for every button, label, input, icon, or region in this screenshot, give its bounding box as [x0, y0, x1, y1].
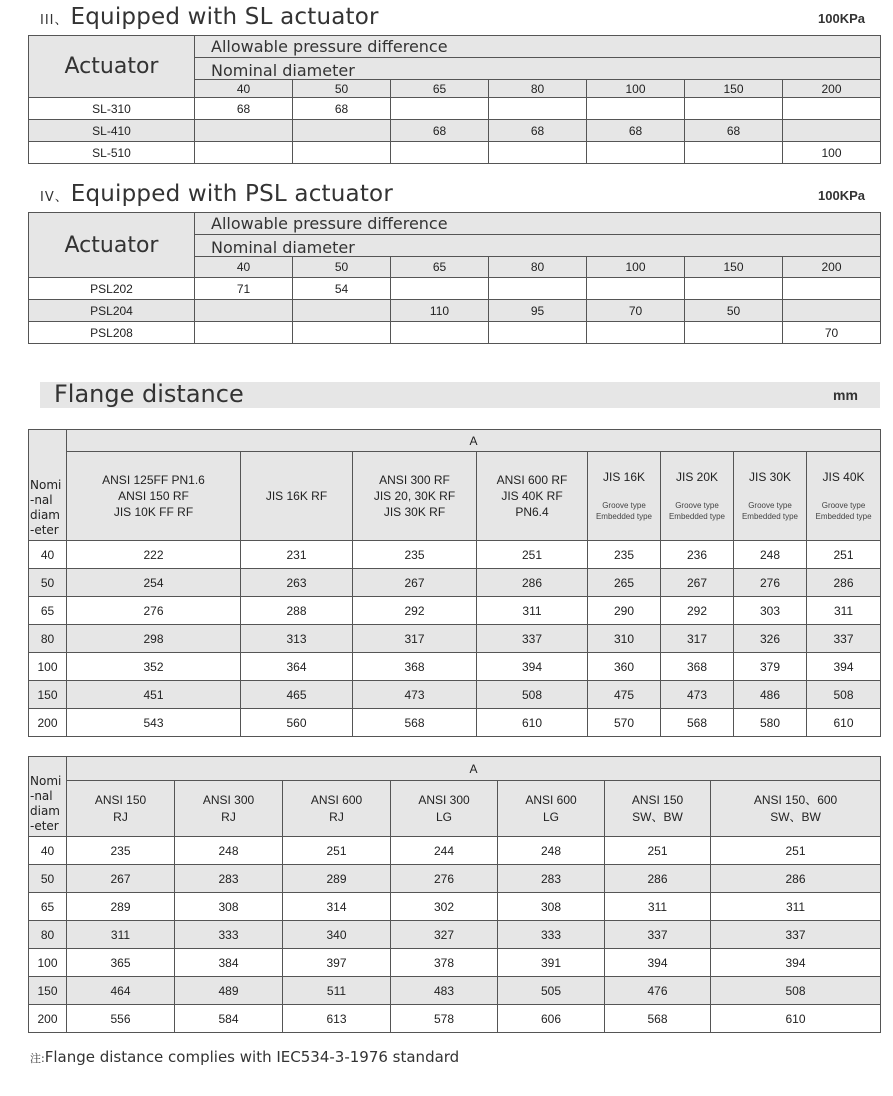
cell: 368	[353, 653, 477, 681]
psl-dn: 40	[195, 257, 293, 278]
cell: 397	[283, 949, 391, 977]
header-line: RJ	[221, 809, 236, 824]
column-header	[67, 452, 241, 541]
nominal-diameter-header	[29, 430, 67, 541]
sl-dn: 50	[293, 80, 391, 98]
cell	[587, 142, 685, 164]
psl-row-name: PSL204	[29, 300, 195, 322]
nominal-diameter-cell: 150	[29, 681, 67, 709]
psl-table	[28, 212, 881, 344]
table-row	[29, 142, 881, 164]
table-row	[29, 278, 881, 300]
header-line: JIS 10K FF RF	[113, 505, 194, 519]
cell: 235	[353, 541, 477, 569]
nominal-label-line: Nomi	[30, 478, 62, 492]
cell	[783, 98, 881, 120]
cell: 289	[283, 865, 391, 893]
cell: 508	[711, 977, 881, 1005]
cell: 568	[605, 1005, 711, 1033]
cell: 68	[293, 98, 391, 120]
cell	[293, 322, 391, 344]
cell: 263	[241, 569, 353, 597]
header-line: ANSI 150、600	[753, 792, 838, 807]
header-line: JIS 20, 30K RF	[373, 489, 456, 503]
cell	[195, 300, 293, 322]
cell: 584	[175, 1005, 283, 1033]
column-header	[241, 452, 353, 541]
column-header	[477, 452, 588, 541]
column-header	[391, 781, 498, 837]
table-row	[29, 893, 881, 921]
psl-pressure-label: Allowable pressure difference	[195, 213, 881, 235]
cell: 483	[391, 977, 498, 1005]
nominal-diameter-cell: 100	[29, 653, 67, 681]
cell: 251	[711, 837, 881, 865]
cell	[195, 322, 293, 344]
table-row	[29, 921, 881, 949]
header-line: RJ	[329, 809, 344, 824]
cell: 352	[67, 653, 241, 681]
cell: 276	[67, 597, 241, 625]
sl-section-roman: III、	[40, 13, 69, 28]
psl-dn: 150	[685, 257, 783, 278]
nominal-diameter-cell: 100	[29, 949, 67, 977]
cell	[391, 278, 489, 300]
psl-dn: 100	[587, 257, 685, 278]
cell: 248	[175, 837, 283, 865]
header-line: JIS 40K RF	[501, 489, 563, 503]
cell: 473	[353, 681, 477, 709]
cell: 308	[175, 893, 283, 921]
cell: 286	[605, 865, 711, 893]
cell: 222	[67, 541, 241, 569]
psl-dn: 65	[391, 257, 489, 278]
cell: 365	[67, 949, 175, 977]
psl-section-roman: IV、	[40, 190, 69, 205]
header-line: SW、BW	[632, 809, 683, 824]
table-row	[29, 625, 881, 653]
header-line: RJ	[113, 809, 128, 824]
cell	[587, 322, 685, 344]
psl-dn: 50	[293, 257, 391, 278]
cell: 289	[67, 893, 175, 921]
cell: 267	[661, 569, 734, 597]
header-subline: Embedded type	[668, 512, 726, 521]
cell: 292	[353, 597, 477, 625]
cell	[783, 300, 881, 322]
cell	[391, 142, 489, 164]
cell	[489, 142, 587, 164]
table-row	[29, 865, 881, 893]
cell: 311	[67, 921, 175, 949]
cell: 394	[807, 653, 881, 681]
cell: 337	[807, 625, 881, 653]
cell	[685, 278, 783, 300]
cell: 570	[588, 709, 661, 737]
cell: 311	[477, 597, 588, 625]
table-row	[29, 949, 881, 977]
cell: 110	[391, 300, 489, 322]
cell: 251	[477, 541, 588, 569]
cell	[587, 98, 685, 120]
header-line: JIS 16K RF	[265, 489, 328, 503]
header-line: LG	[542, 809, 559, 824]
nominal-diameter-cell: 65	[29, 597, 67, 625]
cell	[391, 98, 489, 120]
cell	[783, 278, 881, 300]
cell: 292	[661, 597, 734, 625]
sl-dn: 150	[685, 80, 783, 98]
cell: 613	[283, 1005, 391, 1033]
column-header	[807, 452, 881, 541]
cell: 303	[734, 597, 807, 625]
nominal-diameter-cell: 50	[29, 569, 67, 597]
flange-title: Flange distance	[54, 380, 244, 408]
cell: 451	[67, 681, 241, 709]
nominal-diameter-cell: 80	[29, 921, 67, 949]
psl-section-title-text: Equipped with PSL actuator	[70, 181, 393, 207]
header-line: PN6.4	[515, 505, 549, 519]
nominal-label-line: diam	[30, 804, 60, 818]
nominal-diameter-cell: 40	[29, 541, 67, 569]
cell: 288	[241, 597, 353, 625]
cell: 317	[353, 625, 477, 653]
psl-section-title	[40, 181, 393, 207]
cell: 283	[498, 865, 605, 893]
cell: 394	[477, 653, 588, 681]
cell: 378	[391, 949, 498, 977]
nominal-label-line: -eter	[30, 523, 59, 537]
cell: 508	[807, 681, 881, 709]
cell: 311	[605, 893, 711, 921]
cell: 610	[807, 709, 881, 737]
cell: 379	[734, 653, 807, 681]
flange-table-2	[28, 756, 881, 1033]
cell	[783, 120, 881, 142]
cell: 283	[175, 865, 283, 893]
header-subline: Embedded type	[741, 512, 799, 521]
cell: 568	[353, 709, 477, 737]
footnote-text: Flange distance complies with IEC534-3-1976 standard	[44, 1048, 460, 1066]
cell: 68	[391, 120, 489, 142]
cell: 610	[477, 709, 588, 737]
header-line: LG	[435, 809, 452, 824]
cell	[489, 98, 587, 120]
cell	[587, 278, 685, 300]
cell: 326	[734, 625, 807, 653]
cell: 311	[711, 893, 881, 921]
cell: 568	[661, 709, 734, 737]
psl-unit: 100KPa	[818, 188, 865, 203]
sl-row-name: SL-310	[29, 98, 195, 120]
cell: 311	[807, 597, 881, 625]
cell: 337	[605, 921, 711, 949]
cell: 54	[293, 278, 391, 300]
sl-row-name: SL-510	[29, 142, 195, 164]
psl-dn: 200	[783, 257, 881, 278]
cell: 68	[195, 98, 293, 120]
header-line: ANSI 150 RF	[118, 489, 189, 503]
cell: 508	[477, 681, 588, 709]
cell: 251	[605, 837, 711, 865]
cell: 298	[67, 625, 241, 653]
table-row	[29, 300, 881, 322]
nominal-diameter-cell: 40	[29, 837, 67, 865]
header-line: ANSI 600 RF	[496, 473, 568, 487]
cell: 394	[711, 949, 881, 977]
cell: 578	[391, 1005, 498, 1033]
table-row	[29, 1005, 881, 1033]
sl-unit: 100KPa	[818, 11, 865, 26]
nominal-label-line: -nal	[30, 789, 53, 803]
table-row	[29, 597, 881, 625]
column-header	[711, 781, 881, 837]
flange-table-1	[28, 429, 881, 737]
sl-dn: 65	[391, 80, 489, 98]
header-line: ANSI 300	[202, 792, 255, 807]
group-header-a: A	[67, 430, 881, 452]
cell: 308	[498, 893, 605, 921]
cell: 236	[661, 541, 734, 569]
cell: 489	[175, 977, 283, 1005]
cell: 486	[734, 681, 807, 709]
cell: 244	[391, 837, 498, 865]
cell	[489, 322, 587, 344]
table-row	[29, 541, 881, 569]
cell: 276	[391, 865, 498, 893]
cell: 267	[67, 865, 175, 893]
footnote-prefix: 注:	[30, 1052, 45, 1065]
header-line: ANSI 300	[418, 792, 470, 807]
sl-dn: 200	[783, 80, 881, 98]
sl-table	[28, 35, 881, 164]
psl-diameter-label: Nominal diameter	[195, 235, 881, 257]
table-row	[29, 98, 881, 120]
nominal-label-line: Nomi	[30, 774, 62, 788]
cell: 313	[241, 625, 353, 653]
cell: 610	[711, 1005, 881, 1033]
nominal-diameter-cell: 80	[29, 625, 67, 653]
cell: 364	[241, 653, 353, 681]
table-row	[29, 977, 881, 1005]
column-header	[605, 781, 711, 837]
table-row	[29, 709, 881, 737]
cell: 302	[391, 893, 498, 921]
cell	[685, 98, 783, 120]
column-header	[498, 781, 605, 837]
table-row	[29, 322, 881, 344]
cell: 95	[489, 300, 587, 322]
cell: 543	[67, 709, 241, 737]
cell	[293, 300, 391, 322]
flange-header-row	[29, 452, 881, 541]
cell: 314	[283, 893, 391, 921]
cell	[391, 322, 489, 344]
group-header-a: A	[67, 757, 881, 781]
cell: 476	[605, 977, 711, 1005]
column-header	[734, 452, 807, 541]
header-line: ANSI 125FF PN1.6	[102, 473, 205, 487]
header-subline: Groove type	[602, 501, 646, 510]
cell: 340	[283, 921, 391, 949]
cell: 267	[353, 569, 477, 597]
cell	[293, 120, 391, 142]
column-header	[661, 452, 734, 541]
header-line: JIS 30K	[748, 470, 792, 484]
header-subline: Embedded type	[815, 512, 872, 521]
cell: 511	[283, 977, 391, 1005]
header-line: ANSI 300 RF	[379, 473, 450, 487]
cell: 384	[175, 949, 283, 977]
cell: 310	[588, 625, 661, 653]
sl-dn: 100	[587, 80, 685, 98]
cell: 68	[489, 120, 587, 142]
cell: 71	[195, 278, 293, 300]
cell	[489, 278, 587, 300]
flange-unit: mm	[833, 387, 858, 403]
cell: 286	[477, 569, 588, 597]
cell: 465	[241, 681, 353, 709]
cell: 368	[661, 653, 734, 681]
cell: 337	[711, 921, 881, 949]
header-line: JIS 20K	[675, 470, 719, 484]
header-line: SW、BW	[770, 809, 821, 824]
cell: 580	[734, 709, 807, 737]
nominal-label-line: -nal	[30, 493, 53, 507]
column-header	[588, 452, 661, 541]
nominal-label-line: -eter	[30, 819, 59, 833]
cell: 248	[734, 541, 807, 569]
cell: 68	[587, 120, 685, 142]
header-subline: Groove type	[675, 501, 719, 510]
sl-dn: 80	[489, 80, 587, 98]
sl-row-name: SL-410	[29, 120, 195, 142]
cell: 286	[807, 569, 881, 597]
cell: 254	[67, 569, 241, 597]
cell: 68	[685, 120, 783, 142]
psl-row-name: PSL202	[29, 278, 195, 300]
cell: 286	[711, 865, 881, 893]
column-header	[67, 781, 175, 837]
nominal-diameter-cell: 200	[29, 1005, 67, 1033]
cell: 235	[588, 541, 661, 569]
cell: 276	[734, 569, 807, 597]
cell: 475	[588, 681, 661, 709]
cell	[685, 322, 783, 344]
psl-actuator-header: Actuator	[29, 213, 195, 278]
cell	[195, 120, 293, 142]
header-line: JIS 16K	[602, 470, 646, 484]
table-row	[29, 837, 881, 865]
table-row	[29, 120, 881, 142]
sl-actuator-header: Actuator	[29, 36, 195, 98]
sl-pressure-label: Allowable pressure difference	[195, 36, 881, 58]
cell: 337	[477, 625, 588, 653]
cell: 231	[241, 541, 353, 569]
cell: 556	[67, 1005, 175, 1033]
table-row	[29, 653, 881, 681]
cell: 333	[498, 921, 605, 949]
header-subline: Embedded type	[595, 512, 653, 521]
header-line: JIS 40K	[822, 470, 865, 484]
header-line: ANSI 150	[94, 792, 147, 807]
nominal-diameter-header	[29, 757, 67, 837]
sl-dn: 40	[195, 80, 293, 98]
header-line: JIS 30K RF	[383, 505, 446, 519]
header-line: ANSI 600	[525, 792, 577, 807]
nominal-diameter-cell: 50	[29, 865, 67, 893]
column-header	[353, 452, 477, 541]
nominal-diameter-cell: 200	[29, 709, 67, 737]
cell: 464	[67, 977, 175, 1005]
cell: 473	[661, 681, 734, 709]
cell: 391	[498, 949, 605, 977]
cell	[685, 142, 783, 164]
psl-dn: 80	[489, 257, 587, 278]
footnote	[30, 1048, 459, 1066]
cell: 317	[661, 625, 734, 653]
header-line: ANSI 600	[310, 792, 363, 807]
cell: 70	[783, 322, 881, 344]
header-line: ANSI 150	[631, 792, 684, 807]
cell: 333	[175, 921, 283, 949]
cell	[195, 142, 293, 164]
psl-row-name: PSL208	[29, 322, 195, 344]
cell: 251	[283, 837, 391, 865]
cell: 100	[783, 142, 881, 164]
column-header	[175, 781, 283, 837]
flange-header-row	[29, 781, 881, 837]
cell: 327	[391, 921, 498, 949]
cell: 606	[498, 1005, 605, 1033]
table-row	[29, 681, 881, 709]
column-header	[283, 781, 391, 837]
sl-section-title	[40, 4, 379, 30]
cell: 560	[241, 709, 353, 737]
nominal-diameter-cell: 65	[29, 893, 67, 921]
nominal-label-line: diam	[30, 508, 60, 522]
cell: 265	[588, 569, 661, 597]
table-row	[29, 569, 881, 597]
cell: 251	[807, 541, 881, 569]
nominal-diameter-cell: 150	[29, 977, 67, 1005]
header-subline: Groove type	[748, 501, 792, 510]
cell	[293, 142, 391, 164]
cell: 70	[587, 300, 685, 322]
sl-section-title-text: Equipped with SL actuator	[70, 4, 379, 30]
header-subline: Groove type	[821, 501, 866, 510]
cell: 248	[498, 837, 605, 865]
cell: 505	[498, 977, 605, 1005]
cell: 50	[685, 300, 783, 322]
cell: 235	[67, 837, 175, 865]
sl-diameter-label: Nominal diameter	[195, 58, 881, 80]
cell: 360	[588, 653, 661, 681]
cell: 290	[588, 597, 661, 625]
cell: 394	[605, 949, 711, 977]
